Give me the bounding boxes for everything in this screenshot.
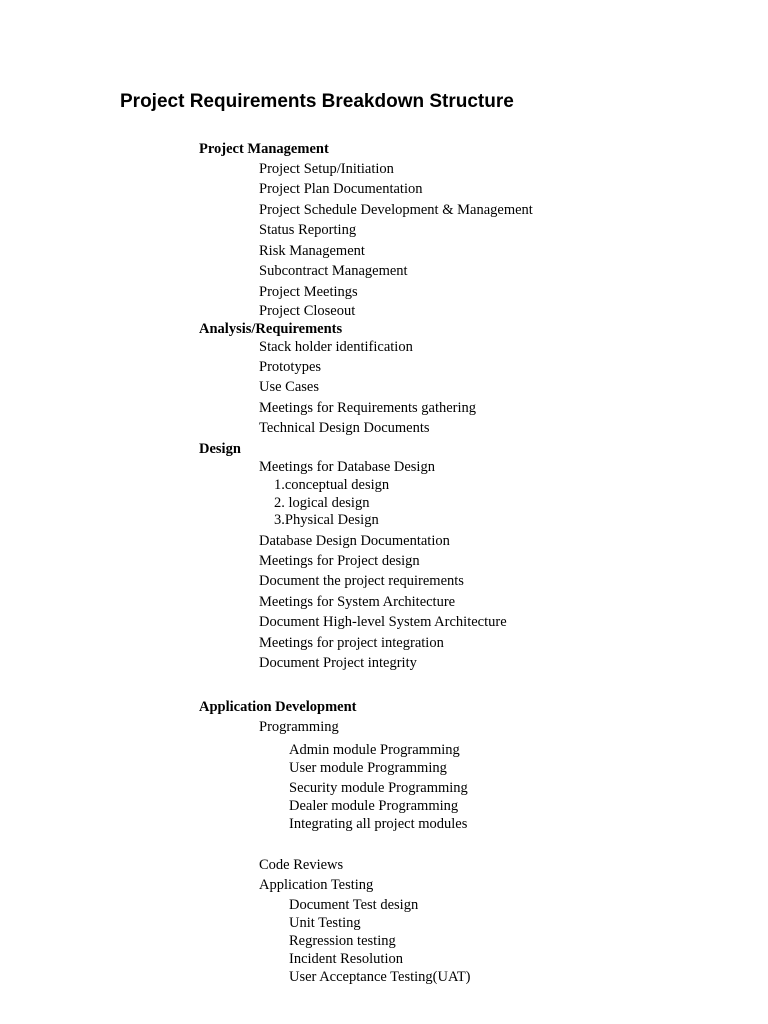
list-item: Subcontract Management bbox=[259, 263, 408, 279]
list-item: Document Project integrity bbox=[259, 655, 417, 671]
sub-list-item: Unit Testing bbox=[289, 915, 361, 931]
list-item: Technical Design Documents bbox=[259, 420, 430, 436]
sub-list-item: Document Test design bbox=[289, 897, 419, 913]
list-item: Project Meetings bbox=[259, 284, 358, 300]
list-item: Risk Management bbox=[259, 243, 365, 259]
sub-list-item: Admin module Programming bbox=[289, 742, 460, 758]
sub-list-item: 1.conceptual design bbox=[274, 477, 390, 493]
section-heading-application-development: Application Development bbox=[199, 699, 357, 715]
list-item: Document the project requirements bbox=[259, 573, 464, 589]
list-item: Meetings for project integration bbox=[259, 635, 444, 651]
list-item: Database Design Documentation bbox=[259, 533, 450, 549]
sub-list-item: User Acceptance Testing(UAT) bbox=[289, 969, 471, 985]
list-item: Status Reporting bbox=[259, 222, 357, 238]
list-item: Project Closeout bbox=[259, 303, 356, 319]
sub-list-item: User module Programming bbox=[289, 760, 447, 776]
sub-list-item: Dealer module Programming bbox=[289, 798, 459, 814]
sub-list-item: 2. logical design bbox=[274, 495, 370, 511]
page-title: Project Requirements Breakdown Structure bbox=[120, 91, 514, 112]
list-item: Application Testing bbox=[259, 877, 374, 893]
list-item: Stack holder identification bbox=[259, 339, 413, 355]
list-item: Project Setup/Initiation bbox=[259, 161, 394, 177]
section-heading-design: Design bbox=[199, 441, 241, 457]
list-item: Project Plan Documentation bbox=[259, 181, 423, 197]
list-item: Code Reviews bbox=[259, 857, 344, 873]
sub-list-item: Regression testing bbox=[289, 933, 396, 949]
list-item: Document High-level System Architecture bbox=[259, 614, 507, 630]
list-item: Meetings for Database Design bbox=[259, 459, 435, 475]
list-item: Meetings for Project design bbox=[259, 553, 420, 569]
section-heading-analysis: Analysis/Requirements bbox=[199, 321, 343, 337]
list-item: Programming bbox=[259, 719, 339, 735]
list-item: Use Cases bbox=[259, 379, 320, 395]
sub-list-item: Security module Programming bbox=[289, 780, 468, 796]
sub-list-item: Integrating all project modules bbox=[289, 816, 468, 832]
list-item: Meetings for Requirements gathering bbox=[259, 400, 477, 416]
list-item: Project Schedule Development & Management bbox=[259, 202, 533, 218]
sub-list-item: Incident Resolution bbox=[289, 951, 403, 967]
section-heading-project-management: Project Management bbox=[199, 141, 329, 157]
sub-list-item: 3.Physical Design bbox=[274, 512, 379, 528]
list-item: Prototypes bbox=[259, 359, 322, 375]
list-item: Meetings for System Architecture bbox=[259, 594, 456, 610]
